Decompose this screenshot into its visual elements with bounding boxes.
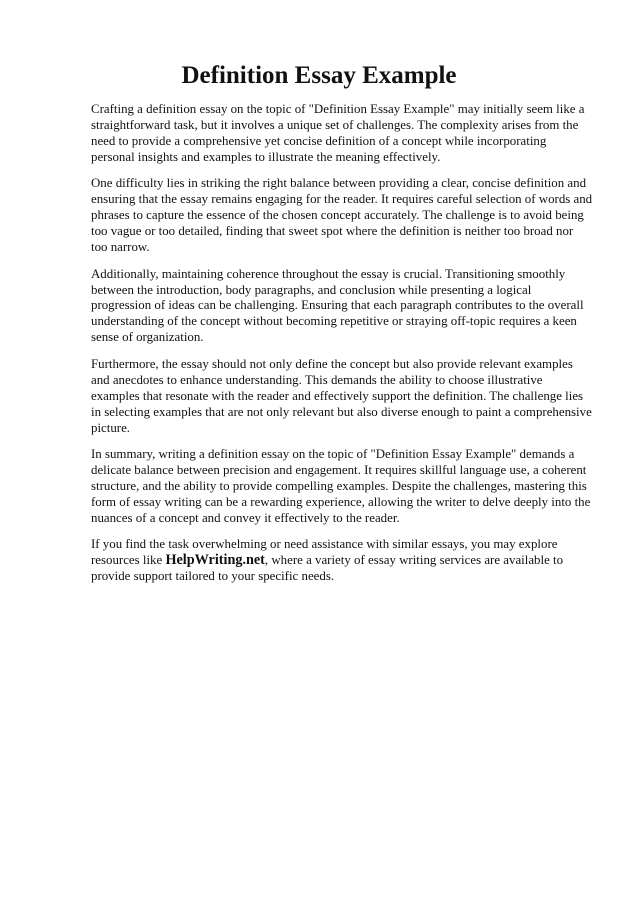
text-line: Additionally, maintaining coherence throughout the essay is crucial. Transitioning smoothly <box>91 266 566 281</box>
closing-text-after-link: , where a variety of essay writing services are available to <box>264 553 564 568</box>
document-body <box>91 102 599 596</box>
paragraph-coherence <box>91 267 599 347</box>
paragraph-summary <box>91 447 599 527</box>
text-line: structure, and the ability to provide compelling examples. Despite the challenges, mastering this <box>91 479 587 494</box>
text-line: delicate balance between precision and engagement. It requires skillful language use, a coherent <box>91 463 587 478</box>
paragraph-intro <box>91 102 599 166</box>
text-line: One difficulty lies in striking the right balance between providing a clear, concise definition and <box>91 176 587 191</box>
paragraph-difficulty <box>91 176 599 256</box>
text-line-with-link <box>91 553 599 569</box>
text-line: examples that resonate with the reader and effectively support the definition. The challenge lies <box>91 388 584 403</box>
text-line: and anecdotes to enhance understanding. This demands the ability to choose illustrative <box>91 372 543 387</box>
text-line: sense of organization. <box>91 330 204 345</box>
text-line: ensuring that the essay remains engaging for the reader. It requires careful selection of words and <box>91 192 593 207</box>
text-line: understanding of the concept without becoming repetitive or straying off-topic requires a keen <box>91 314 577 329</box>
text-line: too vague or too detailed, finding that sweet spot where the definition is neither too broad nor <box>91 224 574 239</box>
text-line: between the introduction, body paragraphs, and conclusion while presenting a logical <box>91 282 532 297</box>
text-line: Crafting a definition essay on the topic of "Definition Essay Example" may initially seem like a <box>91 102 585 116</box>
text-line: phrases to capture the essence of the chosen concept accurately. The challenge is to avoid being <box>91 208 584 223</box>
text-line: provide support tailored to your specific needs. <box>91 569 335 584</box>
text-line: progression of ideas can be challenging. Ensuring that each paragraph contributes to the overall <box>91 298 584 313</box>
text-line: In summary, writing a definition essay on the topic of "Definition Essay Example" demands a <box>91 447 575 462</box>
document-title: Definition Essay Example <box>181 62 457 89</box>
text-line: in selecting examples that are not only relevant but also diverse enough to paint a comprehensive <box>91 404 592 419</box>
text-line: form of essay writing can be a rewarding experience, allowing the writer to delve deeply into the <box>91 494 591 509</box>
closing-text-before-link: resources like <box>91 553 166 568</box>
text-line: picture. <box>91 420 131 435</box>
text-line: Furthermore, the essay should not only define the concept but also provide relevant examples <box>91 356 573 371</box>
text-line: If you find the task overwhelming or need assistance with similar essays, you may explore <box>91 537 558 552</box>
paragraph-examples <box>91 357 599 437</box>
helpwriting-link[interactable]: HelpWriting.net <box>165 552 265 569</box>
text-line: need to provide a comprehensive yet concise definition of a concept while incorporating <box>91 133 547 148</box>
text-line: too narrow. <box>91 240 150 255</box>
text-line: personal insights and examples to illustrate the meaning effectively. <box>91 149 441 164</box>
paragraph-closing <box>91 537 599 585</box>
text-line: straightforward task, but it involves a unique set of challenges. The complexity arises from the <box>91 117 579 132</box>
text-line: nuances of a concept and convey it effectively to the reader. <box>91 510 400 525</box>
